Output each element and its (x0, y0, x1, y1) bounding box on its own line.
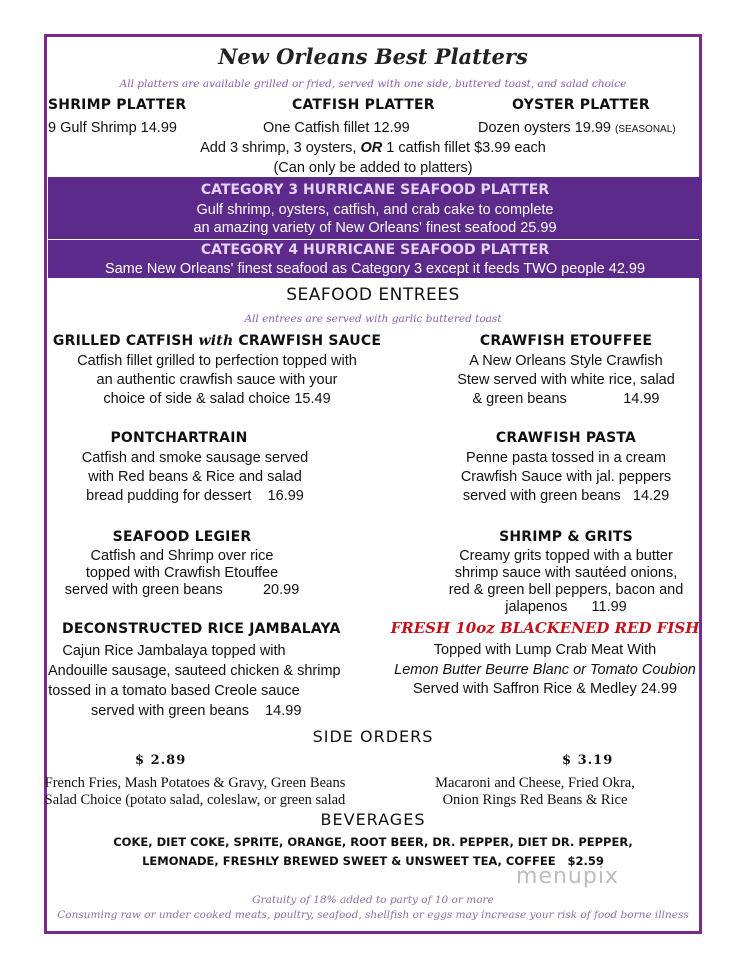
seasonal-tag: (SEASONAL) (615, 124, 676, 135)
platter-note: All platters are available grilled or fried, served with one side, buttered toast, and salad choice (119, 78, 627, 90)
red-fish-title: FRESH 10oz BLACKENED RED FISH (390, 619, 700, 637)
jambalaya-desc (48, 641, 341, 701)
category-4-line1: Same New Orleans' finest seafood as Category 3 except it feeds TWO people 42.99 (104, 261, 646, 277)
grilled-catfish-title-pre: GRILLED CATFISH (52, 333, 199, 349)
sides-left-line2: Salad Choice (potato salad, coleslaw, or green salad (44, 792, 346, 808)
seafood-legier-line2: topped with Crawfish Etouffee (85, 565, 279, 581)
menu-title: New Orleans Best Platters (218, 44, 528, 69)
crawfish-pasta-desc (430, 449, 702, 506)
crawfish-etouffee-line2: Stew served with white rice, salad (457, 372, 675, 388)
shrimp-grits-desc (430, 548, 702, 616)
addon-or: OR (360, 140, 383, 156)
addon-post: 1 catfish fillet $3.99 each (382, 140, 546, 156)
menupix-watermark: menupix (516, 864, 619, 889)
beverages-title: BEVERAGES (320, 810, 426, 829)
pontchartrain-line3: bread pudding for dessert 16.99 (86, 488, 304, 504)
shrimp-grits-line1: Creamy grits topped with a butter (459, 548, 673, 564)
crawfish-pasta-title: CRAWFISH PASTA (495, 430, 637, 446)
category-3-line2: an amazing variety of New Orleans' finest seafood 25.99 (193, 220, 557, 236)
grilled-catfish-desc (48, 352, 386, 409)
oyster-platter-title: OYSTER PLATTER (512, 97, 650, 113)
catfish-platter-title: CATFISH PLATTER (292, 97, 435, 113)
jambalaya-line3: tossed in a tomato based Creole sauce (48, 683, 300, 699)
beverages-line2: LEMONADE, FRESHLY BREWED SWEET & UNSWEET TEA, COFFEE $2.59 (142, 854, 604, 868)
category-3-banner (48, 177, 702, 239)
beverages-line1: COKE, DIET COKE, SPRITE, ORANGE, ROOT BEER, DR. PEPPER, DIET DR. PEPPER, (113, 835, 633, 849)
sides-left-price: $ 2.89 (135, 753, 187, 768)
grilled-catfish-title-post: CRAWFISH SAUCE (233, 333, 382, 349)
seafood-legier-line1: Catfish and Shrimp over rice (90, 548, 274, 564)
sides-right-line2: Onion Rings Red Beans & Rice (442, 792, 628, 808)
shrimp-grits-line4: jalapenos 11.99 (505, 599, 627, 615)
jambalaya-title: DECONSTRUCTED RICE JAMBALAYA (62, 621, 341, 637)
sides-right-line1: Macaroni and Cheese, Fried Okra, (435, 775, 635, 791)
crawfish-pasta-line1: Penne pasta tossed in a cream (466, 450, 666, 466)
grilled-catfish-title-with: with (198, 333, 234, 349)
seafood-legier-title: SEAFOOD LEGIER (112, 529, 252, 545)
shrimp-grits-line2: shrimp sauce with sautéed onions, (454, 565, 678, 581)
sides-title: SIDE ORDERS (312, 727, 434, 746)
grilled-catfish-line2: an authentic crawfish sauce with your (96, 372, 338, 388)
shrimp-platter-title: SHRIMP PLATTER (48, 97, 187, 113)
addon-line (44, 139, 702, 158)
pontchartrain-desc (48, 449, 342, 506)
shrimp-platter-desc: 9 Gulf Shrimp 14.99 (48, 120, 177, 136)
red-fish-line2: Lemon Butter Beurre Blanc or Tomato Coubion (394, 662, 696, 678)
seafood-legier-desc (48, 548, 316, 599)
pontchartrain-line1: Catfish and smoke sausage served (81, 450, 309, 466)
shrimp-grits-title: SHRIMP & GRITS (499, 529, 633, 545)
catfish-platter-desc: One Catfish fillet 12.99 (263, 120, 410, 136)
entrees-note: All entrees are served with garlic buttered toast (244, 313, 502, 325)
category-4-banner (48, 240, 702, 278)
sides-right-price: $ 3.19 (562, 753, 614, 768)
addon-pre: Add 3 shrimp, 3 oysters, (200, 140, 361, 156)
red-fish-line1: Topped with Lump Crab Meat With (433, 642, 657, 658)
crawfish-pasta-line3: served with green beans 14.29 (462, 488, 670, 504)
gratuity-note: Gratuity of 18% added to party of 10 or more (252, 894, 494, 906)
jambalaya-line2: Andouille sausage, sauteed chicken & shrimp (48, 663, 341, 679)
grilled-catfish-line1: Catfish fillet grilled to perfection topped with (77, 353, 357, 369)
jambalaya-last-line: served with green beans 14.99 (91, 703, 302, 719)
category-4-title: CATEGORY 4 HURRICANE SEAFOOD PLATTER (200, 242, 550, 258)
crawfish-etouffee-title: CRAWFISH ETOUFFEE (479, 333, 653, 349)
seafood-legier-line3: served with green beans 20.99 (64, 582, 300, 598)
category-3-title: CATEGORY 3 HURRICANE SEAFOOD PLATTER (200, 182, 550, 198)
grilled-catfish-line3: choice of side & salad choice 15.49 (103, 391, 331, 407)
addon-note: (Can only be added to platters) (273, 160, 473, 176)
pontchartrain-line2: with Red beans & Rice and salad (88, 469, 302, 485)
category-3-line1: Gulf shrimp, oysters, catfish, and crab cake to complete (196, 202, 554, 218)
sides-left-line1: French Fries, Mash Potatoes & Gravy, Green Beans (44, 775, 346, 791)
oyster-platter-text: Dozen oysters 19.99 (478, 120, 611, 136)
crawfish-etouffee-line3: & green beans 14.99 (472, 391, 660, 407)
pontchartrain-title: PONTCHARTRAIN (110, 430, 248, 446)
red-fish-line3: Served with Saffron Rice & Medley 24.99 (412, 681, 678, 697)
crawfish-pasta-line2: Crawfish Sauce with jal. peppers (460, 469, 672, 485)
shrimp-grits-line3: red & green bell peppers, bacon and (448, 582, 684, 598)
entrees-title: SEAFOOD ENTREES (286, 285, 460, 305)
grilled-catfish-title (48, 333, 386, 349)
crawfish-etouffee-line1: A New Orleans Style Crawfish (469, 353, 663, 369)
jambalaya-line1: Cajun Rice Jambalaya topped with (62, 643, 286, 659)
crawfish-etouffee-desc (430, 352, 702, 409)
food-warning: Consuming raw or under cooked meats, poultry, seafood, shellfish or eggs may increase your risk of food borne illness (57, 909, 689, 921)
oyster-platter-desc (478, 119, 676, 139)
